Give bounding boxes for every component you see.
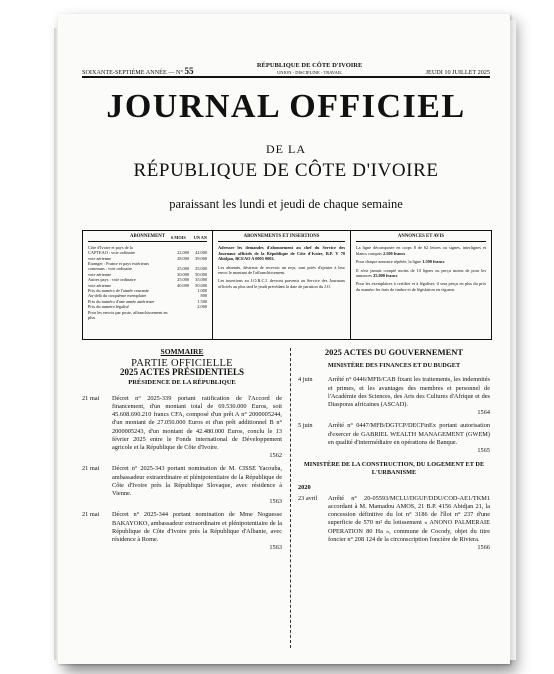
- toc-entry: [298, 422, 490, 455]
- entry-page: 1563: [269, 498, 282, 506]
- annonces-title: ANNONCES ET AVIS: [356, 234, 486, 242]
- entry-date: 21 mai: [82, 394, 100, 402]
- abonnement-row: voie aérienne 28.000 39.000: [88, 255, 207, 261]
- left-entries: [82, 395, 282, 553]
- annonces-box: ANNONCES ET AVIS La ligne décomposée en corps 8 de 62 lettres ou signes, interlignes et blancs compris 2.500 francs Pour chaque annonce répétée, la ligne 1.500 francs Il n'est jamais compté moins de 10 lignes ou perçu moins de pour les annonces 25.000 francs Pour les exemplaires à certifier et à légaliser, il sera perçu en plus du prix du numéro les frais de timbre et de législation en vigueur.: [356, 234, 486, 292]
- sommaire-column: [82, 348, 282, 557]
- entry-text: Décret n° 2025-343 portant nomination de M. CISSE Yacouba, ambassadeur extraordinaire et plénipotentiaire de la République de Côte d'Ivoire près la République Slovaque, avec résidence à Vienne.: [112, 465, 282, 498]
- abonnement-row: Prix du numéro légalisé 2.000: [88, 304, 207, 310]
- partie-heading: PARTIE OFFICIELLE: [131, 358, 233, 370]
- insertions-title: ABONNEMENTS ET INSERTIONS: [218, 234, 345, 242]
- abonnement-table: [88, 245, 207, 321]
- abonnement-row: communs : voie ordinaire 25.000 35.000: [88, 266, 207, 272]
- entry-page: 1565: [477, 447, 490, 455]
- entry-page: 1562: [269, 452, 282, 460]
- masthead-title: JOURNAL OFFICIEL: [106, 88, 466, 125]
- abonnement-row: Prix du numéro de l'année courante 1.000: [88, 288, 207, 294]
- parution-text: paraissant les lundi et jeudi de chaque semaine: [169, 197, 403, 211]
- entry-text: Arrêté n° 0447/MFB/DGTCP/DECFinEx portant autorisation d'exercer de GABRIEL WEALTH MANAGEMENT (GWEM) en qualité d'intermédiaire en opérations de Banque.: [328, 422, 490, 446]
- entry-date: 21 mai: [82, 511, 100, 519]
- column-divider: [290, 348, 292, 648]
- abonnement-row: Etranger : France et pays extérieurs: [88, 261, 149, 267]
- entry-date: 5 juin: [298, 422, 313, 430]
- toc-entry: [82, 395, 282, 461]
- de-la-text: DE LA: [266, 142, 306, 156]
- sommaire-heading: SOMMAIRE: [160, 347, 204, 356]
- toc-entry: [82, 465, 282, 506]
- abonnement-row: Côte d'Ivoire et pays de la: [88, 244, 133, 250]
- ministry-finances-heading: MINISTÈRE DES FINANCES ET DU BUDGET: [327, 362, 461, 370]
- info-boxes: [82, 230, 492, 340]
- abonnement-row: Prix du numéro d'une année antérieure 1.500: [88, 298, 207, 304]
- year-label: 2020: [298, 483, 311, 491]
- entry-text: Arrêté n° 20-05593/MCLU/DGUF/DDU/COD-AE1/TKM1 accordant à M. Mamadou AMOS, 21 B.P. 4156 Abidjan 21, la concession définitive du lot n° 3186 de l'îlot n° 237 d'une superficie de 570 m² du lotissement « ANONO PALMERAIE OPERATION 80 Ha », commune de Cocody, objet du titre foncier n° 208 124 de la circonscription foncière de Riviera.: [328, 494, 490, 543]
- entry-page: 1566: [477, 544, 490, 552]
- abonnement-row: voie aérienne 30.000 50.000: [88, 271, 207, 277]
- issue-number: 55: [184, 66, 194, 76]
- entry-date: 4 juin: [298, 376, 313, 384]
- insertions-box: ABONNEMENTS ET INSERTIONS Adresser les demandes d'abonnement au chef du Service des Journaux officiels de la République de Côte d'Ivoire, B.P. V 70 Abidjan, BCEAO A 0005 0002. Les abonnés, désireux de recevoir un reçu, sont priés d'ajouter à leur envoi le montant de l'affranchissement. Les insertions au J.O.R.C.I. devront parvenir au Service des Journaux officiels au plus tard le jeudi précédant la date de parution du J.O.: [213, 231, 351, 339]
- abonnement-row: Autres pays : voie ordinaire 25.000 35.000: [88, 277, 207, 283]
- header-bar: [82, 62, 490, 76]
- entry-date: 21 mai: [82, 465, 100, 473]
- actes-gouvernement-heading: 2025 ACTES DU GOUVERNEMENT: [324, 347, 464, 357]
- entry-date: 23 avril: [298, 494, 318, 502]
- entry-text: Décret n° 2025-339 portant ratification de l'Accord de financement, d'un montant total de 69.530.000 Euros, soit 45.608.690.210 francs CFA, composé d'un prêt A n° 2000005244, d'un montant de 27.050.000 Euros et d'un prêt additionnel B n° 2000005243, d'un montant de 42.480.000 Euros, conclu le 13 février 2025 entre le Fonds international de Développement agricole et la République de Côte d'Ivoire.: [112, 394, 282, 452]
- actes-presidentiels-heading: 2025 ACTES PRÉSIDENTIELS: [119, 367, 245, 378]
- toc-entry: [82, 511, 282, 552]
- journal-page: [58, 14, 510, 664]
- abonnement-row: Au-delà du cinquième exemplaire 800: [88, 293, 207, 299]
- abonnement-box: ABONNEMENT 6 MOIS UN AN Côte d'Ivoire et pays de la CAPTEAO : voie ordinaire 22.000 42.000 voie aérienne 28.000 39.000 Etranger : France et pays extérieurs communs : voie ordinaire 25.000 35.000 voie aérienne 30.000 50.000 Autres pays : voie ordinaire 25.000 35.000 voie aérienne 40.000 50.000 Prix du numéro de l'année courante 1.000 Au-delà du cinquième exemplaire 800 Prix du numéro d'une année antérieure 1.500 Prix du numéro légalisé 2.000 Pour les envois par poste, affranchissement en plus: [83, 231, 213, 339]
- abonnement-row: CAPTEAO : voie ordinaire 22.000 42.000: [88, 250, 207, 256]
- republique-title: RÉPUBLIQUE DE CÔTE D'IVOIRE: [133, 160, 439, 181]
- gouvernement-column: [298, 348, 490, 557]
- toc-entry: [298, 495, 490, 552]
- entry-text: Arrêté n° 0446/MFB/CAB fixant les traitements, les indemnités et primes, et les avantages des membres et personnel de l'Académie des Sciences, des Arts des Cultures d'Afrique et des Diasporas africaines (ASCAD).: [328, 376, 490, 409]
- entry-page: 1564: [477, 409, 490, 417]
- entry-text: Décret n° 2025-344 portant nomination de Mme Noguesse BAKAYOKO, ambassadeur extraordinaire et plénipotentiaire de la République de Côte d'Ivoire près la République d'Albanie, avec résidence à Rome.: [112, 511, 282, 544]
- abonnement-row: voie aérienne 40.000 50.000: [88, 282, 207, 288]
- abonnement-row: Pour les envois par poste, affranchissement en plus: [88, 309, 168, 321]
- abonnement-title: ABONNEMENT: [88, 234, 207, 242]
- header-center: RÉPUBLIQUE DE CÔTE D'IVOIRE UNION - DISCIPLINE - TRAVAIL: [256, 62, 363, 75]
- finances-entries: [298, 376, 490, 455]
- construction-entries: [298, 495, 490, 552]
- divider: [82, 76, 490, 78]
- entry-page: 1563: [269, 544, 282, 552]
- header-date: JEUDI 10 JUILLET 2025: [425, 69, 490, 76]
- presidence-heading: PRÉSIDENCE DE LA RÉPUBLIQUE: [128, 378, 236, 386]
- header-left: SOIXANTE-SEPTIÈME ANNÉE — N° 55: [82, 66, 194, 76]
- toc-entry: [298, 376, 490, 417]
- ministry-construction-heading: MINISTÈRE DE LA CONSTRUCTION, DU LOGEMENT ET DE L'URBANISME: [303, 461, 485, 477]
